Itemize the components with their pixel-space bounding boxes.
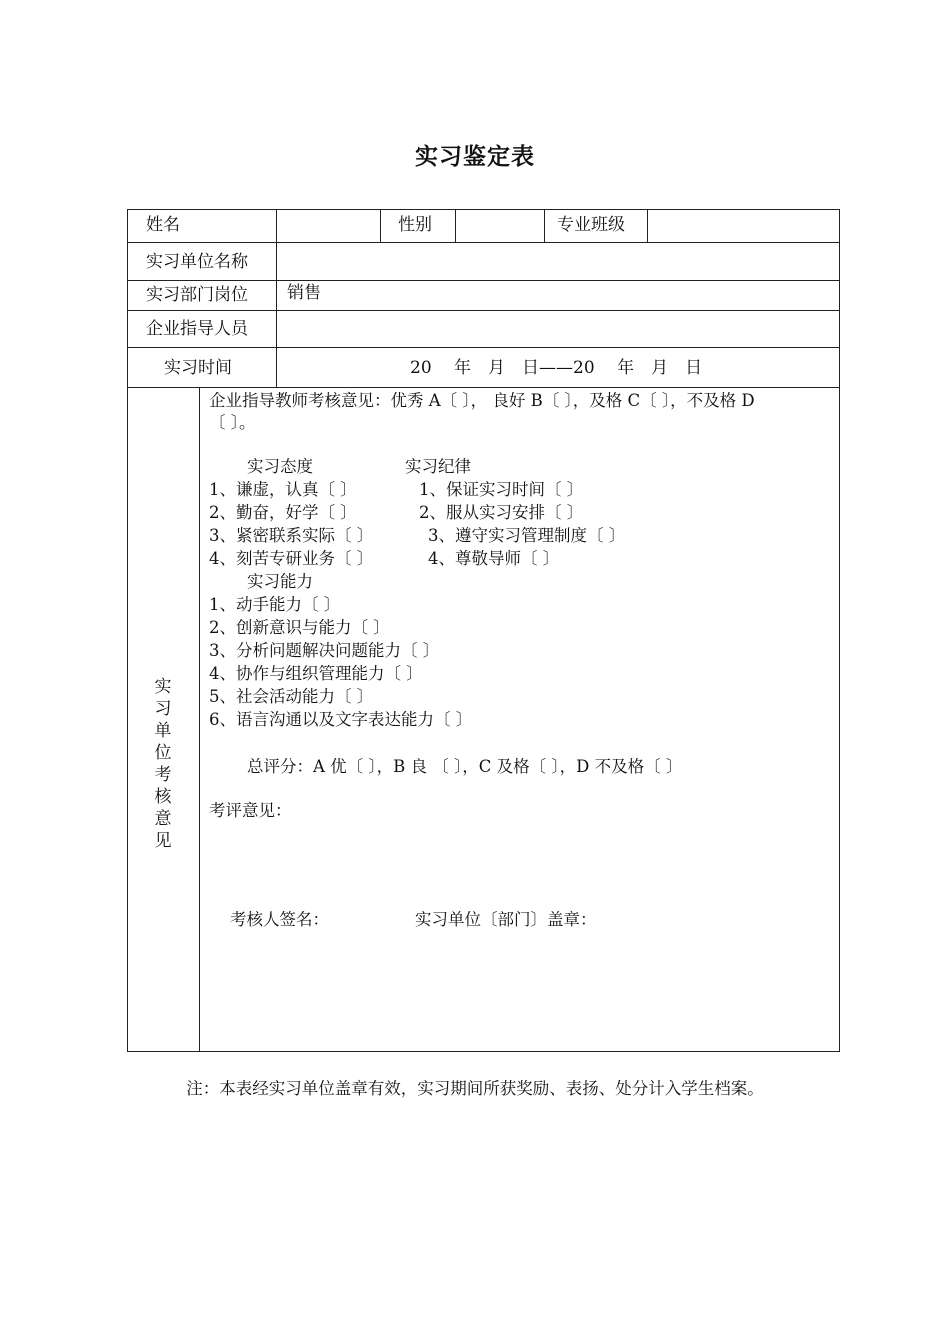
row-divider (127, 280, 840, 281)
discipline-item[interactable]: 2、服从实习安排〔 〕 (419, 503, 584, 522)
column-divider (276, 209, 277, 387)
unit-name-label: 实习单位名称 (146, 252, 248, 272)
side-label-line: 实习 (154, 677, 172, 719)
discipline-item[interactable]: 1、保证实习时间〔 〕 (419, 480, 584, 499)
page-title: 实习鉴定表 (415, 144, 535, 170)
gender-label: 性别 (398, 215, 432, 235)
ability-item[interactable]: 5、社会活动能力〔 〕 (209, 687, 374, 706)
ability-heading: 实习能力 (247, 572, 313, 591)
discipline-item[interactable]: 3、遵守实习管理制度〔 〕 (428, 526, 626, 545)
name-label: 姓名 (146, 215, 180, 235)
side-label-line: 考核 (154, 765, 172, 807)
row-divider (127, 242, 840, 243)
intro-line-1: 企业指导教师考核意见：优秀 A〔 〕， 良好 B〔 〕，及格 C〔 〕，不及格 D (209, 391, 755, 410)
comment-label: 考评意见： (209, 801, 292, 820)
attitude-item[interactable]: 3、紧密联系实际〔 〕 (209, 526, 374, 545)
column-divider (380, 209, 381, 242)
mentor-field[interactable] (280, 314, 836, 344)
comment-field[interactable] (209, 826, 829, 896)
side-label-line: 单位 (154, 721, 172, 763)
discipline-heading: 实习纪律 (405, 457, 471, 476)
row-divider (127, 387, 840, 388)
ability-item[interactable]: 4、协作与组织管理能力〔 〕 (209, 664, 423, 683)
dept-post-label: 实习部门岗位 (146, 285, 248, 305)
evaluation-side-label (151, 676, 175, 852)
intro-line-2: 〔 〕。 (209, 413, 256, 432)
gender-field[interactable] (459, 212, 540, 240)
period-label: 实习时间 (164, 358, 232, 378)
column-divider (455, 209, 456, 242)
period-value[interactable]: 20 年 月 日——20 年 月 日 (410, 358, 703, 378)
dept-post-value[interactable]: 销售 (287, 283, 321, 303)
ability-item[interactable]: 1、动手能力〔 〕 (209, 595, 341, 614)
overall-score[interactable]: 总评分：A 优〔 〕，B 良 〔 〕，C 及格〔 〕，D 不及格〔 〕 (247, 757, 683, 776)
discipline-item[interactable]: 4、尊敬导师〔 〕 (428, 549, 560, 568)
name-field[interactable] (280, 212, 376, 240)
side-label-line: 意见 (154, 809, 172, 851)
attitude-item[interactable]: 4、刻苦专研业务〔 〕 (209, 549, 374, 568)
major-class-field[interactable] (651, 212, 836, 240)
ability-item[interactable]: 6、语言沟通以及文字表达能力〔 〕 (209, 710, 473, 729)
row-divider (127, 310, 840, 311)
reviewer-sign-label: 考核人签名： (230, 910, 329, 929)
ability-item[interactable]: 3、分析问题解决问题能力〔 〕 (209, 641, 440, 660)
mentor-label: 企业指导人员 (146, 319, 248, 339)
row-divider (127, 347, 840, 348)
footnote: 注：本表经实习单位盖章有效，实习期间所获奖励、表扬、处分计入学生档案。 (186, 1079, 764, 1098)
major-class-label: 专业班级 (557, 215, 625, 235)
ability-item[interactable]: 2、创新意识与能力〔 〕 (209, 618, 390, 637)
attitude-heading: 实习态度 (247, 457, 313, 476)
column-divider (199, 387, 200, 1052)
unit-name-field[interactable] (280, 246, 836, 277)
column-divider (544, 209, 545, 242)
unit-stamp-label: 实习单位〔部门〕盖章： (415, 910, 597, 929)
attitude-item[interactable]: 1、谦虚，认真〔 〕 (209, 480, 357, 499)
column-divider (647, 209, 648, 242)
attitude-item[interactable]: 2、勤奋，好学〔 〕 (209, 503, 357, 522)
